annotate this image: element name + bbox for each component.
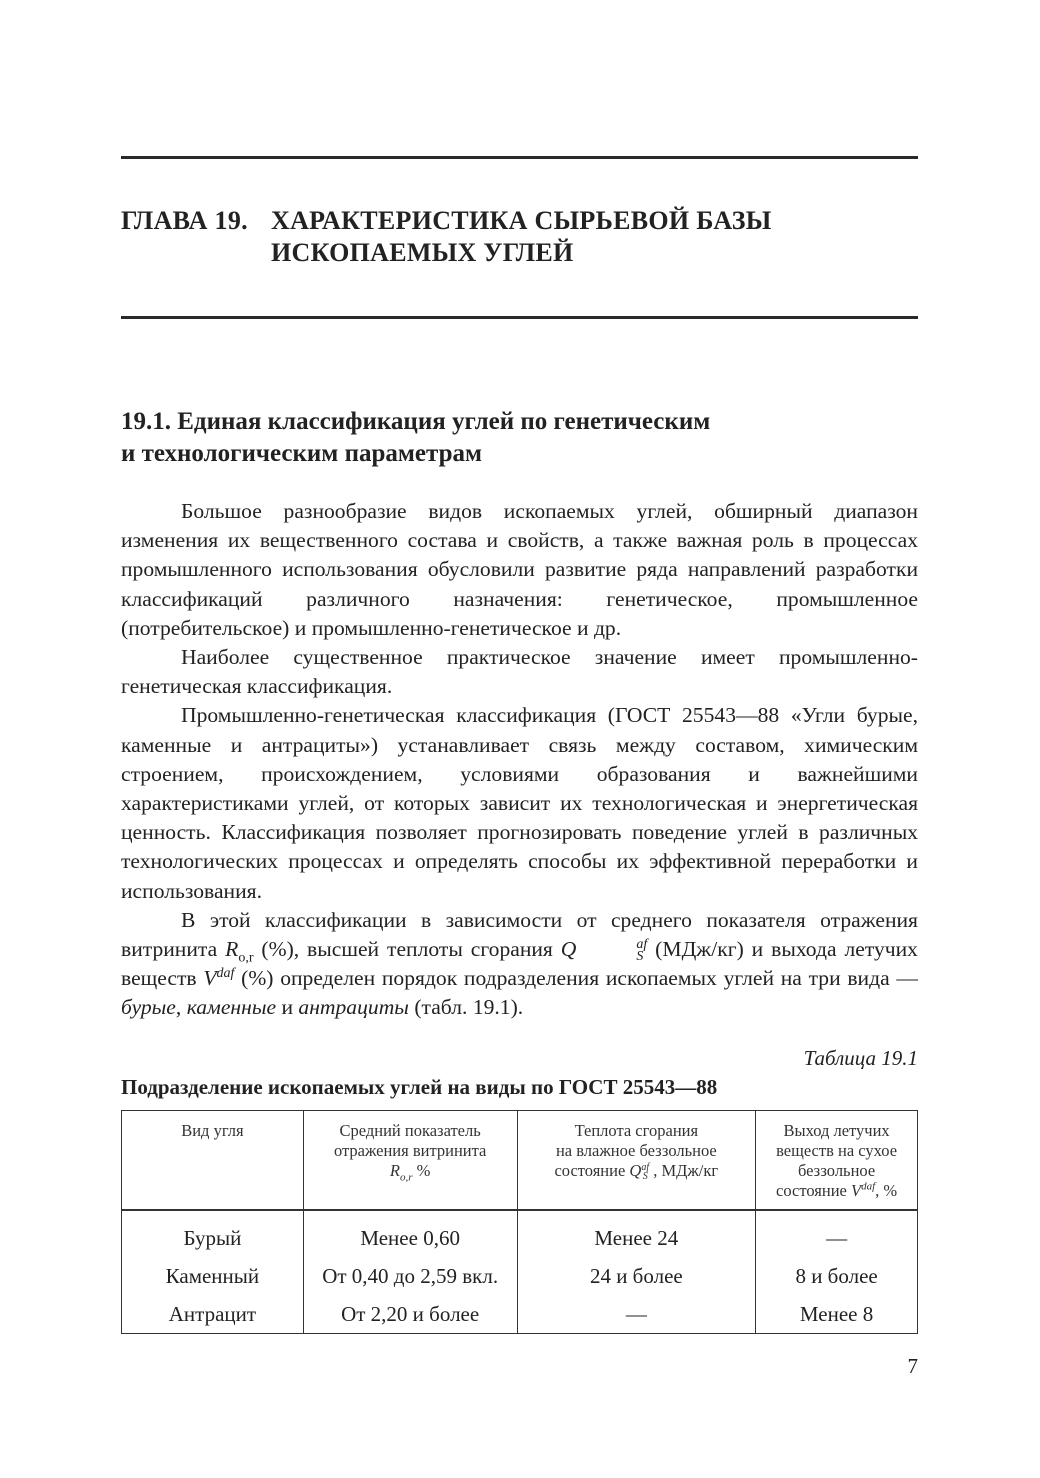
table-cell: Антрацит xyxy=(122,1295,304,1334)
table-cell: — xyxy=(517,1295,756,1334)
table-caption: Подразделение ископаемых углей на виды по ГОСТ 25543—88 xyxy=(121,1075,718,1099)
header-reflectance: Средний показатель отражения витринита $R_{o,r}$ % xyxy=(303,1111,517,1211)
chapter-title-line2: ИСКОПАЕМЫХ УГЛЕЙ xyxy=(271,238,574,267)
coal-types-table xyxy=(121,1110,918,1334)
paragraph-4: В этой классификации в зависимости от среднего показателя отражения витринита $R_{o,r}$ (%), высшей теплоты сгорания Q af S (МДж/кг) и выхода летучих веществ $V^{daf}$ (%) определен порядок подразделения ископаемых углей на три вида — бурые, каменные и антрациты (табл. 19.1). xyxy=(121,907,918,1020)
table-cell: Бурый xyxy=(122,1210,304,1257)
table-cell: — xyxy=(756,1210,918,1257)
chapter-title-line1: ХАРАКТЕРИСТИКА СЫРЬЕВОЙ БАЗЫ xyxy=(271,206,772,235)
table-cell: Менее 0,60 xyxy=(303,1210,517,1257)
header-volatile-matter: Выход летучих веществ на сухое беззольное состояние $V^{daf}$, % xyxy=(756,1111,918,1211)
paragraph-2: Наиболее существенное практическое значение имеет промышленно-генетическая классификация. xyxy=(121,645,918,699)
table-cell: Менее 8 xyxy=(756,1295,918,1334)
table-row xyxy=(122,1210,918,1257)
chapter-label: ГЛАВА 19. xyxy=(121,206,248,235)
header-calorific-value: Теплота сгорания на влажное беззольное состояние Q af S , МДж/кг xyxy=(517,1111,756,1211)
table-cell: Менее 24 xyxy=(517,1210,756,1257)
bottom-rule xyxy=(121,316,918,319)
body-text xyxy=(121,497,918,1023)
chapter-heading xyxy=(121,205,918,269)
section-heading xyxy=(121,406,918,470)
table-row xyxy=(122,1295,918,1334)
table-row xyxy=(122,1257,918,1295)
paragraph-1: Большое разнообразие видов ископаемых углей, обширный диапазон изменения их вещественного состава и свойств, а также важная роль в процессах промышленного использования обусловили развитие ряда направлений разработки классификаций различного назначения: генетическое, промышленное (потребительское) и промышленно-генетическое и др. xyxy=(121,499,918,640)
table-header-row xyxy=(122,1111,918,1211)
section-title-line1: 19.1. Единая классификация углей по генетическим xyxy=(121,408,711,435)
top-rule xyxy=(121,156,918,159)
table-cell: Каменный xyxy=(122,1257,304,1295)
table-cell: От 0,40 до 2,59 вкл. xyxy=(303,1257,517,1295)
table-cell: От 2,20 и более xyxy=(303,1295,517,1334)
table-number: Таблица 19.1 xyxy=(803,1046,918,1070)
table-cell: 8 и более xyxy=(756,1257,918,1295)
paragraph-3: Промышленно-генетическая классификация (ГОСТ 25543—88 «Угли бурые, каменные и антрациты») устанавливает связь между составом, химическим строением, происхождением, условиями образования и важнейшими характеристиками углей, от которых зависит их технологическая и энергетическая ценность. Классификация позволяет прогнозировать поведение углей в различных технологических процессах и определять способы их эффективной переработки и использования. xyxy=(121,703,918,903)
section-title-line2: и технологическим параметрам xyxy=(121,440,483,467)
table-cell: 24 и более xyxy=(517,1257,756,1295)
page-number: 7 xyxy=(907,1354,918,1378)
header-coal-type: Вид угля xyxy=(122,1111,304,1211)
